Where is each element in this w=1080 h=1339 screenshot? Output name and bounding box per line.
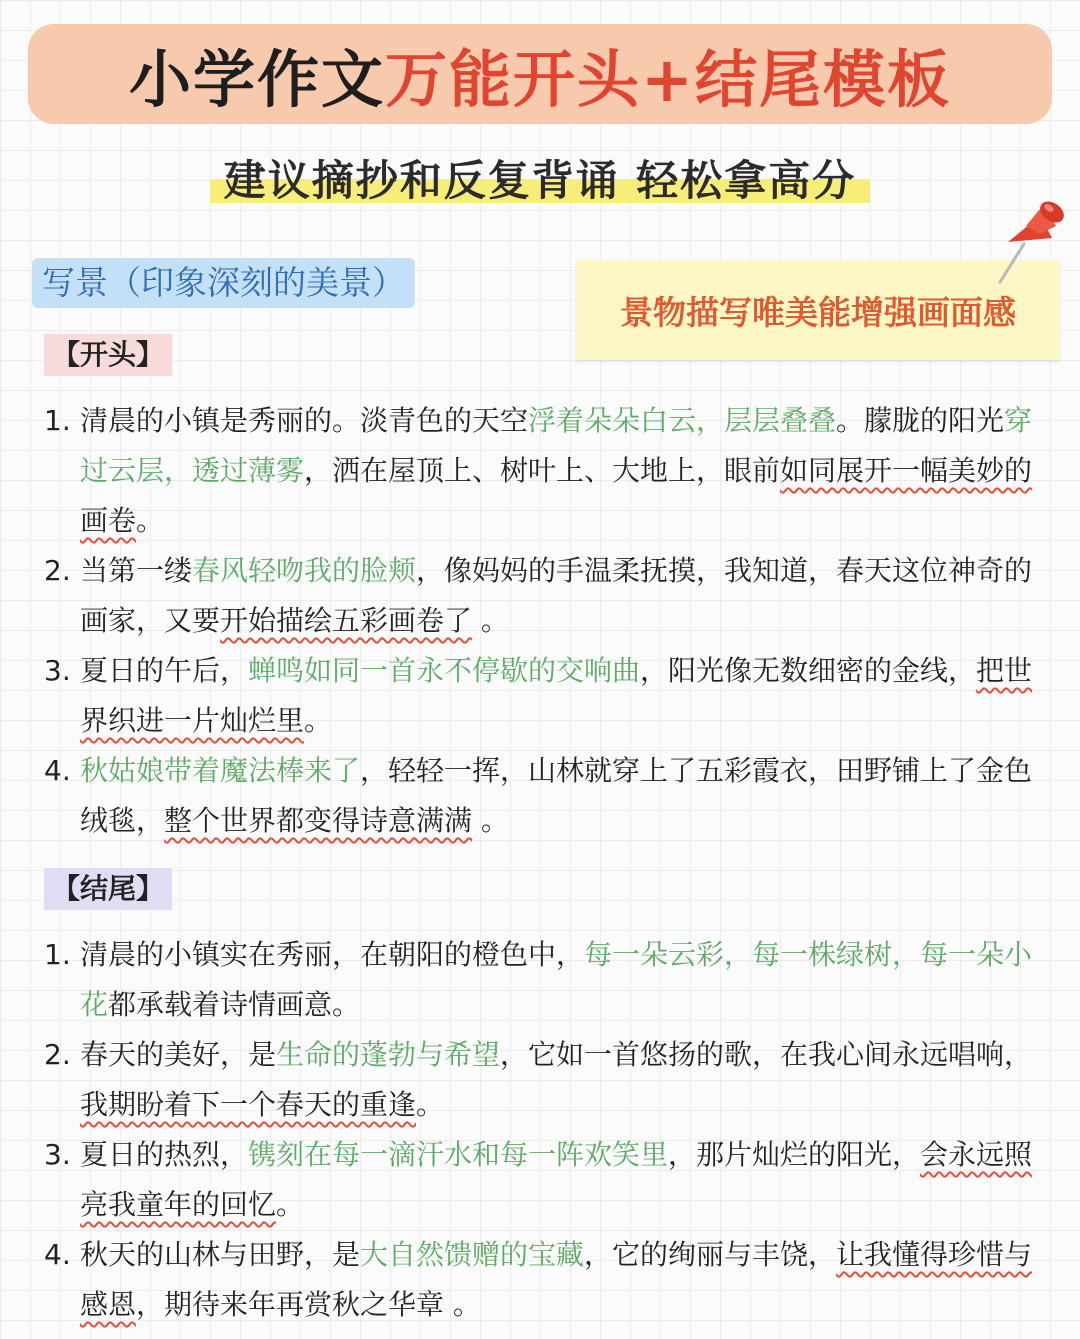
item-number: 1.: [44, 404, 71, 437]
list-item: [44, 930, 1044, 1030]
item-text: ，它的绚丽与丰饶，: [584, 1238, 837, 1271]
list-item: [44, 396, 1044, 546]
item-text: 清晨的小镇是秀丽的。淡青色的天空: [80, 404, 529, 437]
highlight-phrase: 秋姑娘带着魔法棒来了: [80, 754, 361, 787]
item-text: 春天的美好，是: [80, 1038, 277, 1071]
item-text: 清晨的小镇实在秀丽，在朝阳的橙色中，: [80, 938, 585, 971]
item-number: 4.: [44, 1238, 71, 1271]
highlight-phrase: 大自然馈赠的宝藏: [360, 1238, 585, 1271]
item-number: 3.: [44, 654, 71, 687]
item-text: 。: [472, 804, 509, 837]
subtitle: 建议摘抄和反复背诵 轻松拿高分: [210, 148, 871, 208]
item-text: ，期待来年再赏秋之华章 。: [136, 1288, 481, 1321]
highlight-phrase: 蝉鸣如同一首永不停歇的交响曲: [248, 654, 641, 687]
highlight-phrase: 穿过云层，透过薄雾: [80, 404, 1033, 487]
section-tag: 写景（印象深刻的美景）: [32, 258, 415, 308]
item-text: 。: [472, 604, 509, 637]
highlight-phrase: 镌刻在每一滴汗水和每一阵欢笑里: [248, 1138, 669, 1171]
ending-list: [44, 930, 1044, 1330]
item-text: ，那片灿烂的阳光，: [668, 1138, 921, 1171]
note-text: 景物描写唯美能增强画面感: [620, 292, 1016, 332]
item-text: 夏日的热烈，: [80, 1138, 249, 1171]
title-part2: 万能开头+结尾模板: [385, 42, 951, 116]
highlight-phrase: 浮着朵朵白云，层层叠叠: [528, 404, 837, 437]
underlined-phrase: 整个世界都变得诗意满满: [164, 804, 473, 837]
item-text: ，阳光像无数细密的金线，: [640, 654, 977, 687]
item-number: 1.: [44, 938, 71, 971]
item-text: 都承载着诗情画意。: [108, 988, 361, 1021]
item-text: ，洒在屋顶上、树叶上、大地上，眼前: [304, 454, 781, 487]
list-item: [44, 746, 1044, 846]
highlight-phrase: 生命的蓬勃与希望: [276, 1038, 501, 1071]
underlined-phrase: 如同展开一幅美妙的画卷: [80, 454, 1033, 537]
item-text: 。: [304, 704, 333, 737]
underlined-phrase: 我期盼着下一个春天的重逢: [80, 1088, 417, 1121]
item-text: ，像妈妈的手温柔抚摸，我知道，春天这位神奇的画家，又要: [80, 554, 1033, 637]
underlined-phrase: 开始描绘五彩画卷了: [220, 604, 473, 637]
list-item: [44, 1130, 1044, 1230]
list-item: [44, 646, 1044, 746]
item-number: 3.: [44, 1138, 71, 1171]
title-part1: 小学作文: [129, 42, 386, 116]
sticky-note: [576, 260, 1060, 360]
opening-list: [44, 396, 1044, 846]
underlined-phrase: 会永远照亮我童年的回忆: [80, 1138, 1033, 1221]
subtitle-wrap: [0, 148, 1080, 208]
item-text: 。: [276, 1188, 305, 1221]
item-text: 。朦胧的阳光: [836, 404, 1005, 437]
item-number: 2.: [44, 554, 71, 587]
opening-label: 【开头】: [44, 334, 172, 376]
highlight-phrase: 每一朵云彩，每一株绿树，每一朵小花: [80, 938, 1033, 1021]
title-banner: [28, 24, 1052, 124]
list-item: [44, 1030, 1044, 1130]
item-text: 当第一缕: [80, 554, 193, 587]
pushpin-icon: [994, 190, 1068, 286]
list-item: [44, 1230, 1044, 1330]
underlined-phrase: 让我懂得珍惜与感恩: [80, 1238, 1033, 1321]
item-text: ，它如一首悠扬的歌，在我心间永远唱响，: [500, 1038, 1033, 1071]
item-text: 夏日的午后，: [80, 654, 249, 687]
underlined-phrase: 把世界织进一片灿烂里: [80, 654, 1033, 737]
item-number: 2.: [44, 1038, 71, 1071]
item-number: 4.: [44, 754, 71, 787]
list-item: [44, 546, 1044, 646]
item-text: ，轻轻一挥，山林就穿上了五彩霞衣，田野铺上了金色绒毯，: [80, 754, 1033, 837]
ending-label: 【结尾】: [44, 868, 172, 910]
item-text: 。: [136, 504, 165, 537]
highlight-phrase: 春风轻吻我的脸颊: [192, 554, 417, 587]
item-text: 秋天的山林与田野，是: [80, 1238, 361, 1271]
item-text: 。: [416, 1088, 445, 1121]
